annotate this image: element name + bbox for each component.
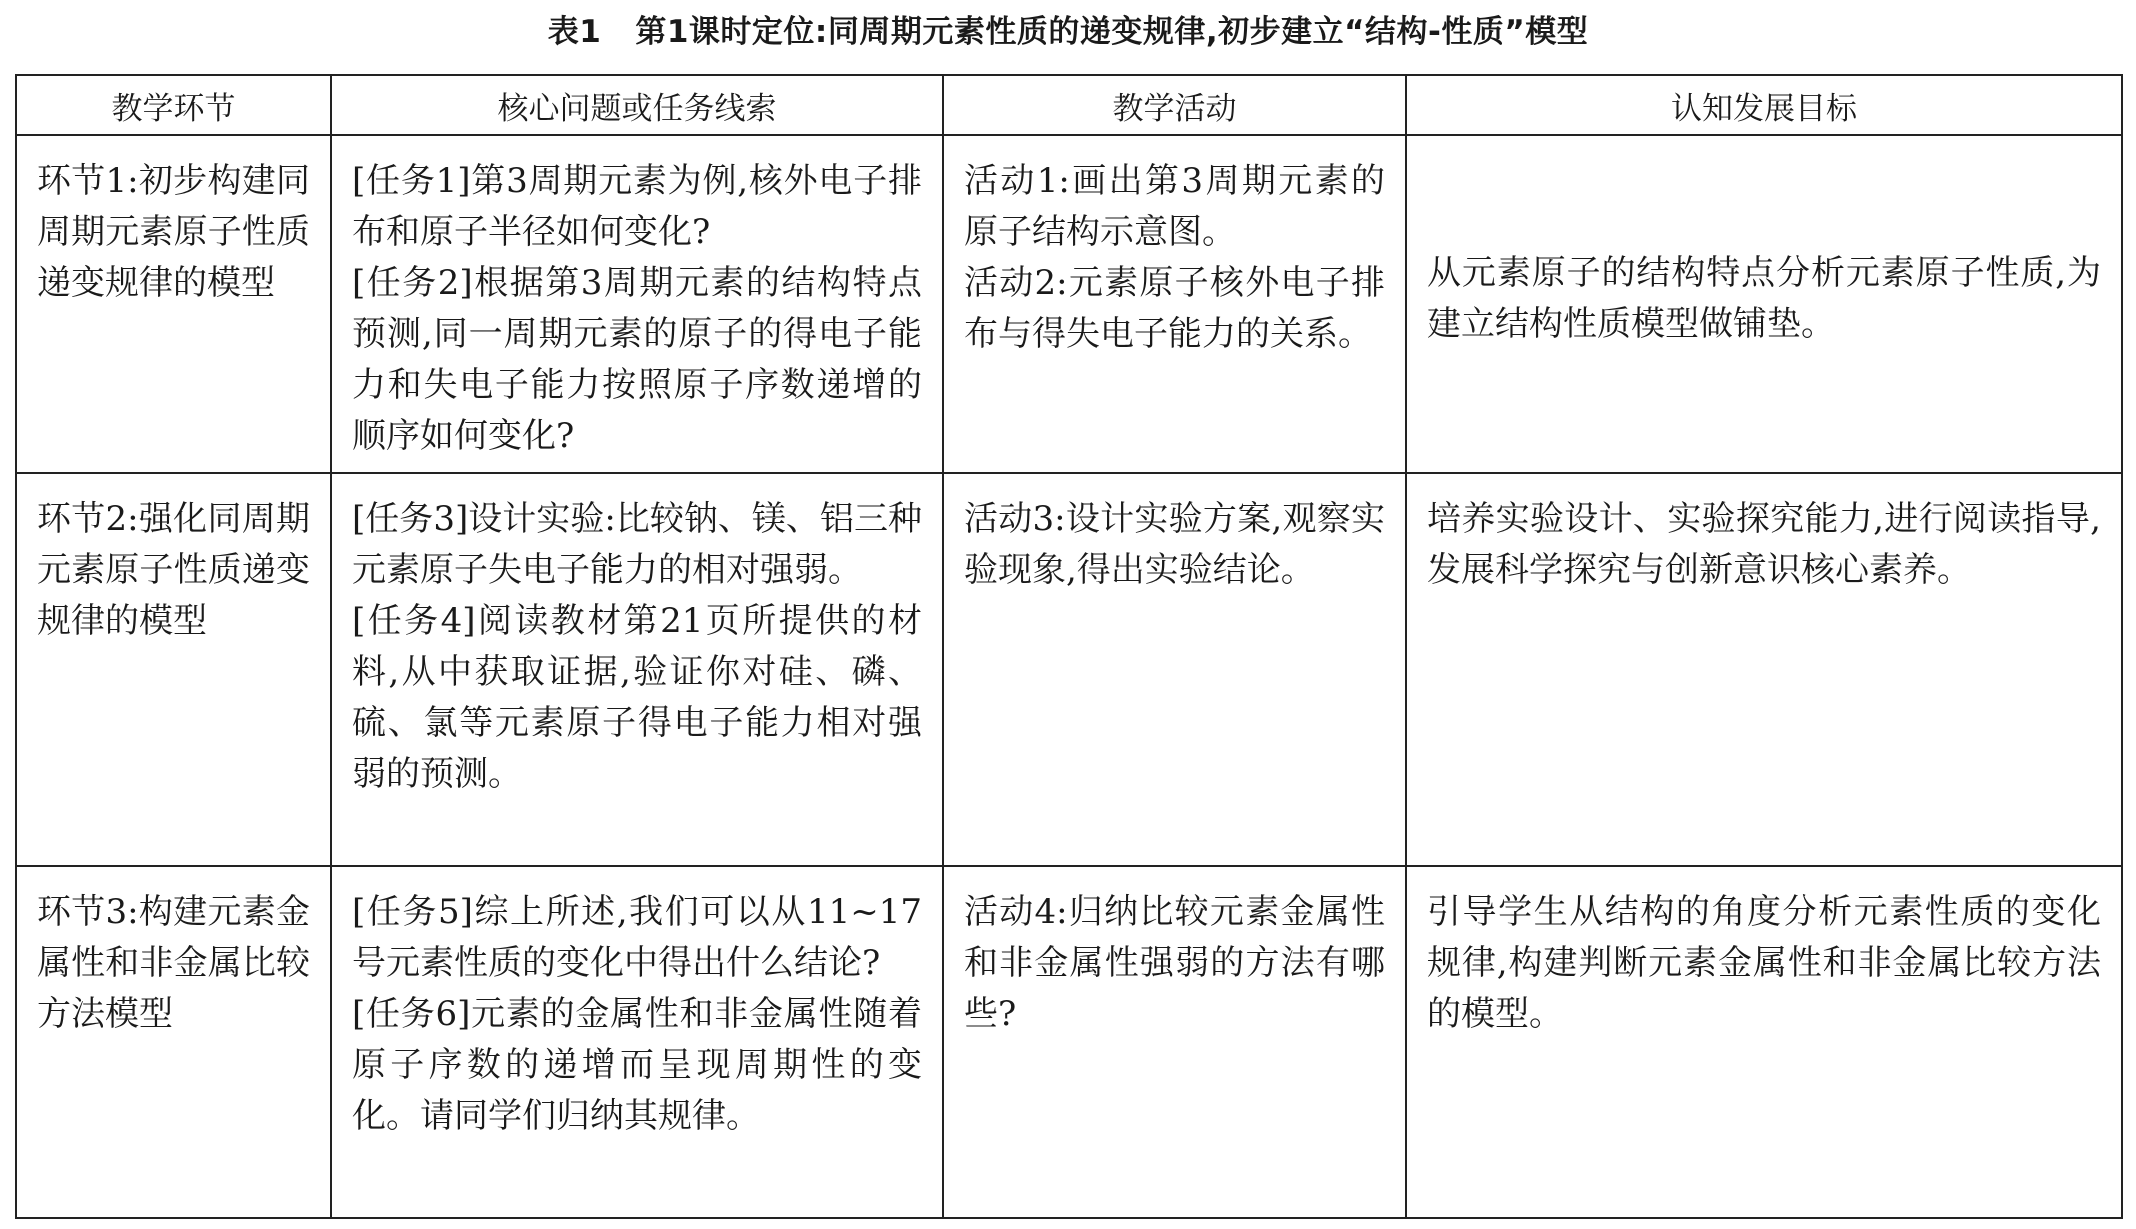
activities-cell <box>943 866 1406 1218</box>
stage-cell <box>16 473 331 866</box>
stage-text: 环节3:构建元素金属性和非金属比较方法模型 <box>37 892 310 1034</box>
tasks-cell <box>331 473 943 866</box>
table-row <box>16 135 2122 473</box>
goal-cell <box>1406 135 2122 473</box>
task-item: [任务6]元素的金属性和非金属性随着原子序数的递增而呈现周期性的变化。请同学们归纳其规律。 <box>352 994 922 1136</box>
goal-text: 培养实验设计、实验探究能力,进行阅读指导,发展科学探究与创新意识核心素养。 <box>1427 499 2101 590</box>
task-item: [任务5]综上所述,我们可以从11~17号元素性质的变化中得出什么结论? <box>352 892 922 983</box>
table-row <box>16 473 2122 866</box>
table-number: 表1 <box>547 14 602 50</box>
activity-item: 活动2:元素原子核外电子排布与得失电子能力的关系。 <box>964 263 1385 354</box>
task-item: [任务3]设计实验:比较钠、镁、铝三种元素原子失电子能力的相对强弱。 <box>352 499 922 590</box>
table-caption <box>0 6 2136 58</box>
activity-item: 活动3:设计实验方案,观察实验现象,得出实验结论。 <box>964 499 1385 590</box>
stage-cell <box>16 135 331 473</box>
goal-text: 引导学生从结构的角度分析元素性质的变化规律,构建判断元素金属性和非金属比较方法的模型。 <box>1427 892 2101 1034</box>
header-activities: 教学活动 <box>943 75 1406 135</box>
task-item: [任务2]根据第3周期元素的结构特点预测,同一周期元素的原子的得电子能力和失电子能力按照原子序数递增的顺序如何变化? <box>352 263 922 456</box>
stage-text: 环节1:初步构建同周期元素原子性质递变规律的模型 <box>37 161 310 303</box>
goal-cell <box>1406 473 2122 866</box>
activities-cell <box>943 135 1406 473</box>
tasks-cell <box>331 866 943 1218</box>
table-row <box>16 866 2122 1218</box>
header-stage: 教学环节 <box>16 75 331 135</box>
goal-text: 从元素原子的结构特点分析元素原子性质,为建立结构性质模型做铺垫。 <box>1427 253 2101 344</box>
activity-item: 活动4:归纳比较元素金属性和非金属性强弱的方法有哪些? <box>964 892 1385 1034</box>
goal-cell <box>1406 866 2122 1218</box>
header-goal: 认知发展目标 <box>1406 75 2122 135</box>
activities-cell <box>943 473 1406 866</box>
stage-text: 环节2:强化同周期元素原子性质递变规律的模型 <box>37 499 310 641</box>
header-tasks: 核心问题或任务线索 <box>331 75 943 135</box>
task-item: [任务1]第3周期元素为例,核外电子排布和原子半径如何变化? <box>352 161 922 252</box>
table-title: 第1课时定位:同周期元素性质的递变规律,初步建立“结构-性质”模型 <box>635 14 1589 50</box>
task-item: [任务4]阅读教材第21页所提供的材料,从中获取证据,验证你对硅、磷、硫、氯等元素原子得电子能力相对强弱的预测。 <box>352 601 922 794</box>
lesson-table <box>15 74 2123 1219</box>
tasks-cell <box>331 135 943 473</box>
activity-item: 活动1:画出第3周期元素的原子结构示意图。 <box>964 161 1385 252</box>
stage-cell <box>16 866 331 1218</box>
header-row <box>16 75 2122 135</box>
